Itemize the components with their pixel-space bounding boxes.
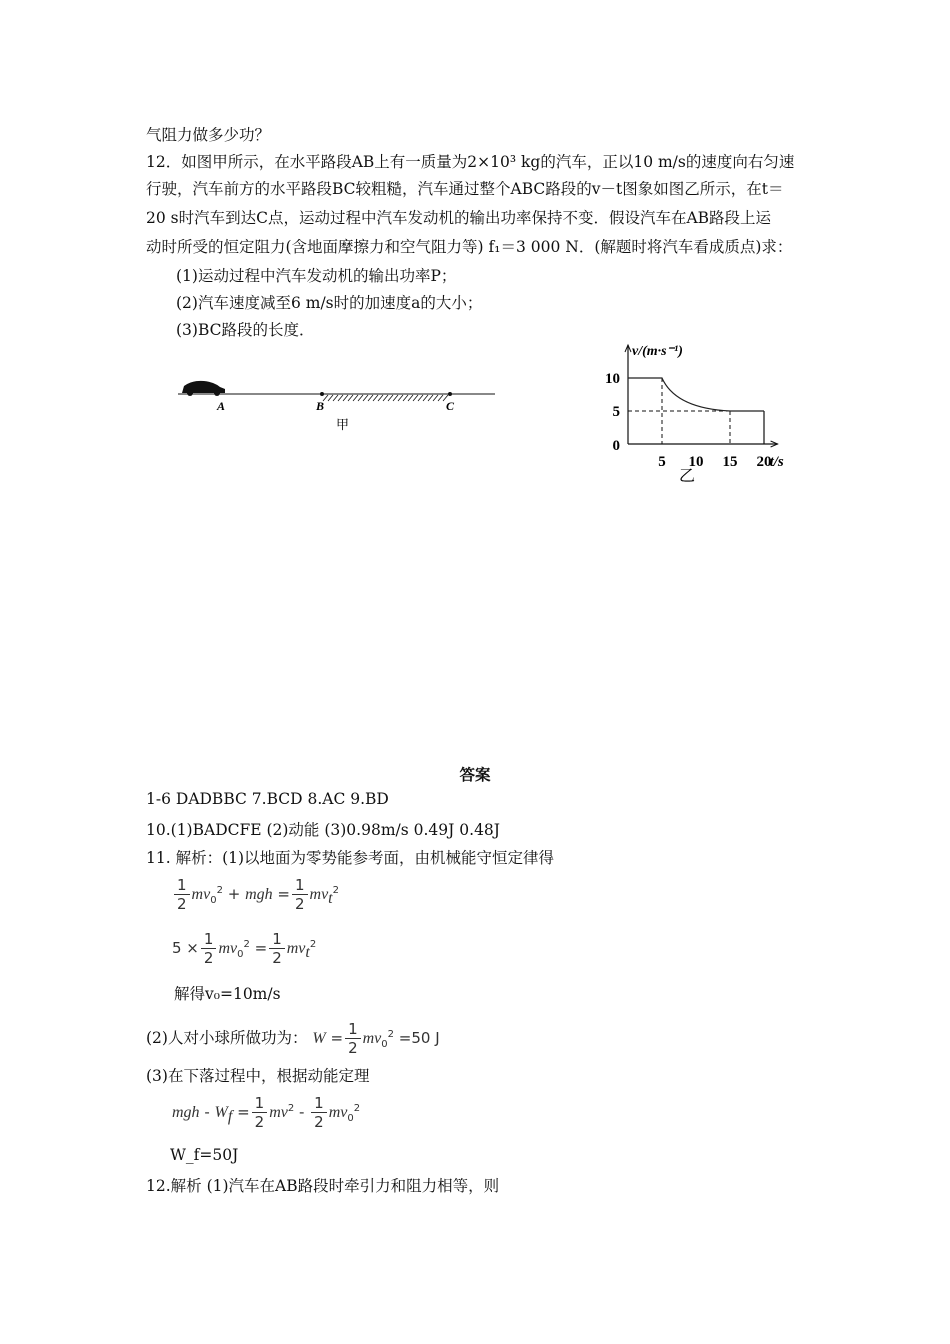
q12-line3: 20 s时汽车到达C点，运动过程中汽车发动机的输出功率保持不变．假设汽车在AB路段上运 bbox=[146, 209, 772, 227]
q12-line1: 12．如图甲所示，在水平路段AB上有一质量为2×10³ kg的汽车，正以10 m/s的速度向右匀速 bbox=[146, 153, 795, 171]
caption-jia: 甲 bbox=[336, 417, 350, 432]
q12-line2: 行驶，汽车前方的水平路段BC较粗糙，汽车通过整个ABC路段的v－t图象如图乙所示，在t＝ bbox=[146, 180, 784, 198]
q12-sub1: (1)运动过程中汽车发动机的输出功率P； bbox=[176, 267, 457, 285]
answers-line6: (3)在下落过程中，根据动能定理 bbox=[146, 1067, 370, 1085]
answers-line3: 11. 解析：(1)以地面为零势能参考面，由机械能守恒定律得 bbox=[146, 849, 555, 867]
answers-line2: 10.(1)BADCFE (2)动能 (3)0.98m/s 0.49J 0.48J bbox=[146, 821, 501, 839]
x-tick-label: 15 bbox=[722, 454, 738, 470]
answers-line1: 1-6 DADBBC 7.BCD 8.AC 9.BD bbox=[146, 790, 389, 808]
y-tick-label: 0 bbox=[612, 438, 620, 454]
equation-energy-1: $\frac{1}{2}$ $mv_0^2$ + mgh = $\frac{1}{2}$ $mv_t^2$ bbox=[172, 876, 339, 913]
q12-sub2: (2)汽车速度减至6 m/s时的加速度a的大小； bbox=[176, 294, 483, 312]
answers-title: 答案 bbox=[459, 765, 491, 784]
equation-work-energy: mgh - $W_f$ = $\frac{1}{2}$ $mv^2$ - $\frac{1}{2}$ $mv_0^2$ bbox=[172, 1094, 361, 1131]
label-b: B bbox=[316, 399, 325, 413]
y-tick-label: 10 bbox=[605, 371, 620, 387]
x-axis-label: t/s bbox=[769, 454, 784, 470]
q12-sub3: (3)BC路段的长度． bbox=[176, 321, 315, 339]
x-tick-label: 5 bbox=[658, 454, 666, 470]
x-tick-label: 20 bbox=[756, 454, 772, 470]
point-c-dot bbox=[448, 392, 452, 396]
velocity-curve bbox=[628, 378, 764, 411]
q12-line4: 动时所受的恒定阻力(含地面摩擦力和空气阻力等) f₁＝3 000 N．(解题时将汽车看成质点)求： bbox=[146, 238, 793, 256]
label-a: A bbox=[217, 399, 226, 413]
answers-line7: W_f=50J bbox=[170, 1146, 239, 1164]
x-tick-label: 10 bbox=[688, 454, 704, 470]
point-b-dot bbox=[320, 392, 324, 396]
equation-energy-2: 5 × $\frac{1}{2}$ $mv_0^2$ = $\frac{1}{2}$ $mv_t^2$ bbox=[172, 930, 317, 967]
answers-line5-text: (2)人对小球所做功为： bbox=[146, 1029, 308, 1047]
rough-hatch bbox=[323, 395, 448, 401]
answers-line8: 12.解析 (1)汽车在AB路段时牵引力和阻力相等，则 bbox=[146, 1177, 500, 1195]
vt-chart bbox=[600, 335, 830, 490]
label-c: C bbox=[446, 399, 455, 413]
answers-line5 bbox=[146, 1020, 440, 1057]
figure-jia bbox=[170, 372, 510, 442]
caption-yi: 乙 bbox=[679, 468, 696, 485]
equation-work: W = $\frac{1}{2}$ $mv_0^2 =50$ J bbox=[312, 1020, 440, 1057]
answers-line4: 解得v₀=10m/s bbox=[174, 985, 281, 1003]
q11-tail: 气阻力做多少功？ bbox=[146, 126, 271, 144]
y-tick-label: 5 bbox=[612, 404, 620, 420]
y-axis-label: v/(m·s⁻¹) bbox=[632, 344, 683, 359]
